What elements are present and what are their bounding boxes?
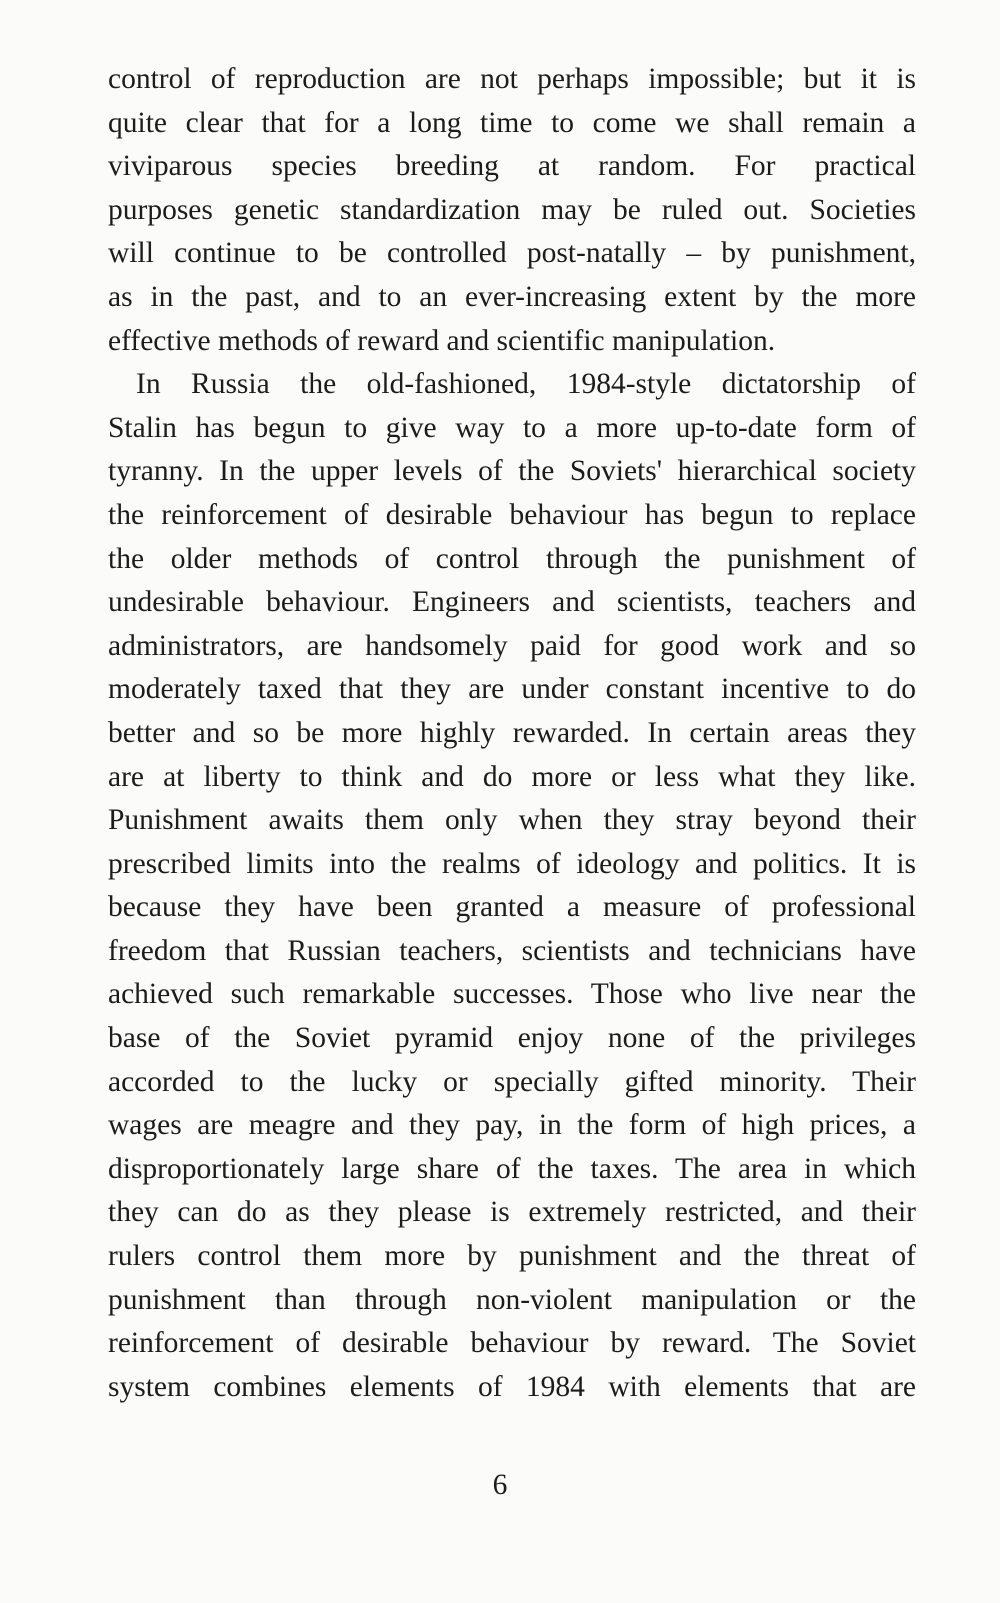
text-line: base of the Soviet pyramid enjoy none of the privileges xyxy=(108,1022,916,1055)
text-line: effective methods of reward and scientific manipulation. xyxy=(108,324,776,357)
text-line: viviparous species breeding at random. For practical xyxy=(108,150,916,183)
text-line: because they have been granted a measure of professional xyxy=(108,891,916,924)
text-line: the reinforcement of desirable behaviour has begun to replace xyxy=(108,498,916,531)
text-line: reinforcement of desirable behaviour by reward. The Soviet xyxy=(108,1327,916,1360)
text-line: accorded to the lucky or specially gifted minority. Their xyxy=(108,1065,916,1098)
text-line: achieved such remarkable successes. Those who live near the xyxy=(108,978,916,1011)
text-line: prescribed limits into the realms of ideology and politics. It is xyxy=(108,847,916,880)
text-line: freedom that Russian teachers, scientists and technicians have xyxy=(108,934,916,967)
text-line: Punishment awaits them only when they stray beyond their xyxy=(108,804,916,837)
text-line: they can do as they please is extremely restricted, and their xyxy=(108,1196,916,1229)
text-line: quite clear that for a long time to come we shall remain a xyxy=(108,106,916,139)
text-line: disproportionately large share of the taxes. The area in which xyxy=(108,1152,916,1185)
text-line: will continue to be controlled post-natally – by punishment, xyxy=(108,237,916,270)
text-line: the older methods of control through the punishment of xyxy=(108,542,916,575)
text-line: administrators, are handsomely paid for good work and so xyxy=(108,629,916,662)
text-line: In Russia the old-fashioned, 1984-style dictatorship of xyxy=(136,368,916,401)
text-line: system combines elements of 1984 with elements that are xyxy=(108,1370,916,1403)
text-line: control of reproduction are not perhaps impossible; but it is xyxy=(108,63,916,95)
text-line: are at liberty to think and do more or less what they like. xyxy=(108,760,916,793)
text-line: punishment than through non-violent manipulation or the xyxy=(108,1283,916,1316)
text-line: as in the past, and to an ever-increasing extent by the more xyxy=(108,280,916,313)
text-line: moderately taxed that they are under constant incentive to do xyxy=(108,673,916,706)
text-line: wages are meagre and they pay, in the form of high prices, a xyxy=(108,1109,916,1142)
text-line: purposes genetic standardization may be ruled out. Societies xyxy=(108,193,916,226)
text-line: Stalin has begun to give way to a more up-to-date form of xyxy=(108,411,916,444)
body-text xyxy=(108,58,916,1409)
text-line: better and so be more highly rewarded. In certain areas they xyxy=(108,716,916,749)
text-line: undesirable behaviour. Engineers and scientists, teachers and xyxy=(108,586,916,619)
page-number: 6 xyxy=(492,1469,508,1501)
text-line: tyranny. In the upper levels of the Soviets' hierarchical society xyxy=(108,455,916,488)
text-line: rulers control them more by punishment and the threat of xyxy=(108,1240,916,1273)
